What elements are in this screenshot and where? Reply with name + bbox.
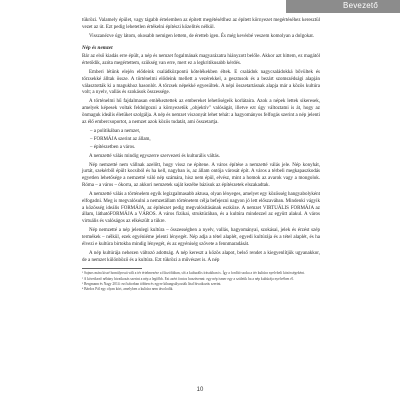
chapter-title: Bevezető [343,1,378,10]
page-number: 10 [196,387,204,393]
section-paragraph-7: Nép nemzetté a nép jelenlegi kultúra – összességben a nyelv, vallás, hagyományai, szokásai, jelek és érzést szép termékek – nélkül, ezek egyéniéme jelenti lényegét. Nép adja a tétel alaplét, egyedi kultúrája és a tétel alaplét, és ha élvezi e kultúra birtokba mindig lényegét, és az egyéniség szövete a fennmaradását. [82,228,320,247]
footnote: ¹ Sajnos mára kissé homályossá vált a tér értelmezése a filozófiában, sőt a kulturális írásokban is. Így a fordító szoka a tér kultúra nyelvbeli közösségeként. [82,271,305,276]
intro-paragraph-2: Visszanézve úgy látom, okosabb nemigen lettem, de éretteb igen. És még kevésbé veszem komolyan a dolgokat. [89,33,315,39]
section-paragraph-4: A nemzetté válás mindig egyszerre szervezeti és kulturális váltás. [89,153,220,159]
intro-paragraph-1: tükrözi. Valamely épület, vagy tágabb értelemben az épített megétésétlhez az épített környezet megértéséhez keresztül vezet az út. Ezt pedig lehetetlen értékelni építészi közelítés nélkül. [82,18,320,30]
section-paragraph-2: Emberi létünk elején elődeink családközpontú kötelékekben éltek. E családok nagycsaládokká bővültek és törzsekké álltak össze. A történelmi elődeink mellett a vezérekkel, a gesztusok és a bezárt szomszédsági alapján választották ki a magukhoz hasonlót. A törzsek népekké egyesültek. A népi összetartásnak alapja már a közös kultúra volt; a nyelv, vallás és szokások összessége. [82,70,320,96]
section-paragraph-5: Nép nemzetté nem vállnak azelőtt, hogy vissz ne építene. A város építése a nemzetté válás jele. Nép konyhát, jurtát, szekérből épült kocsiból és ha kell, nagyban is, az állam ontója városát épít. A város a térbeli megkapaszkodás egyetlen lehetősége a nemzetté váló nép számára, hisz nem épül, elvész, mint a homok az avarok vagy a mongolok. Róma – a város – ókorra, az akkori nemzetek saját kezébe bázisuk az építészetek elszakadtak. [82,162,320,188]
list-item: – építészetben a város. [90,145,136,151]
footnote: ² A következő néhány hivatkozás szerint a nép a legfőbb. Ezt azért fontos hozzávenni: egy nép ismer egy a születik ha a nép kultúrája nyelvében él. [82,276,294,281]
section-paragraph-3: A történelmi hű fajdalmasan emlékeztettek az embereket lehetőségeik korlátaira. Azok a népek lettek sikeresek, amelyek képesek voltak feldolgozni a környezetük „objektív" valóságát, illetve ezt úgy változtatni is át, hogy az önmaguk ideális életüket szolgálja. A nép és nemzet viszonyát lehet tehát: a hagyományos felfogás szerint a nép jelenti az élő embercsoportot, a nemzet azok közös tudatát, ami összetartja. [82,99,320,125]
page-body [82,18,320,293]
section-paragraph-8: A nép kultúrája nehezen változó adottság. A nép kereszt a közös alapot, belső rendet a kiegyenlítjük ugyanakkor, de a nemzet különböző és a kultúra. Ezt tükrözi a művészet is. A nép [82,250,320,263]
footnote: ³ Bergmann és Nagy 2014: ezt bátorban többen és egyre kihangsúlyozták lásd hivatkozás szerint. [82,281,222,286]
section-paragraph-1: Bár az első kiadás erre épült, a nép és nemzet fogalmának magyarázatra hiányzott belőle. Akkor azt hittem, ez magától értetődik, azóta megértettem, szükség van erre, mert ez a legkritikusabb kérdés. [82,54,320,66]
section-heading: Nép és nemzet [82,44,113,51]
section-paragraph-6: A nemzetté válás a történelem egyik legizgalmasabb aktusa, olyan lényeges, amelyet egy közösség hangyabolyként elfogadni. Meg is megvalósulni a nemzetállam történetem célja befejezni nagyon jó lett előszavában. Mindenki vágyik a közösség ideális FORMÁJA, az építészet pedig megvalósításának eszköze. A nemzet VIRTUÁLIS FORMÁJA az állam, láthatóFORMÁJA a VÁROS. A város fizikai, struktúrában, és a kultúra mindezzel az együtt alakul. A város virtuális és valóságos az elkészült a tükre. [82,192,320,225]
running-header [0,0,400,13]
list-item: – FORMÁJA szerint az állam, [90,137,151,143]
footnote: ⁴ Bárdos Pál egy olyan kört, amelyben a kultúra nem távolodik. [82,287,174,292]
footnote-separator [82,268,142,269]
list-lead: – a politikában a nemzet, [90,128,141,134]
